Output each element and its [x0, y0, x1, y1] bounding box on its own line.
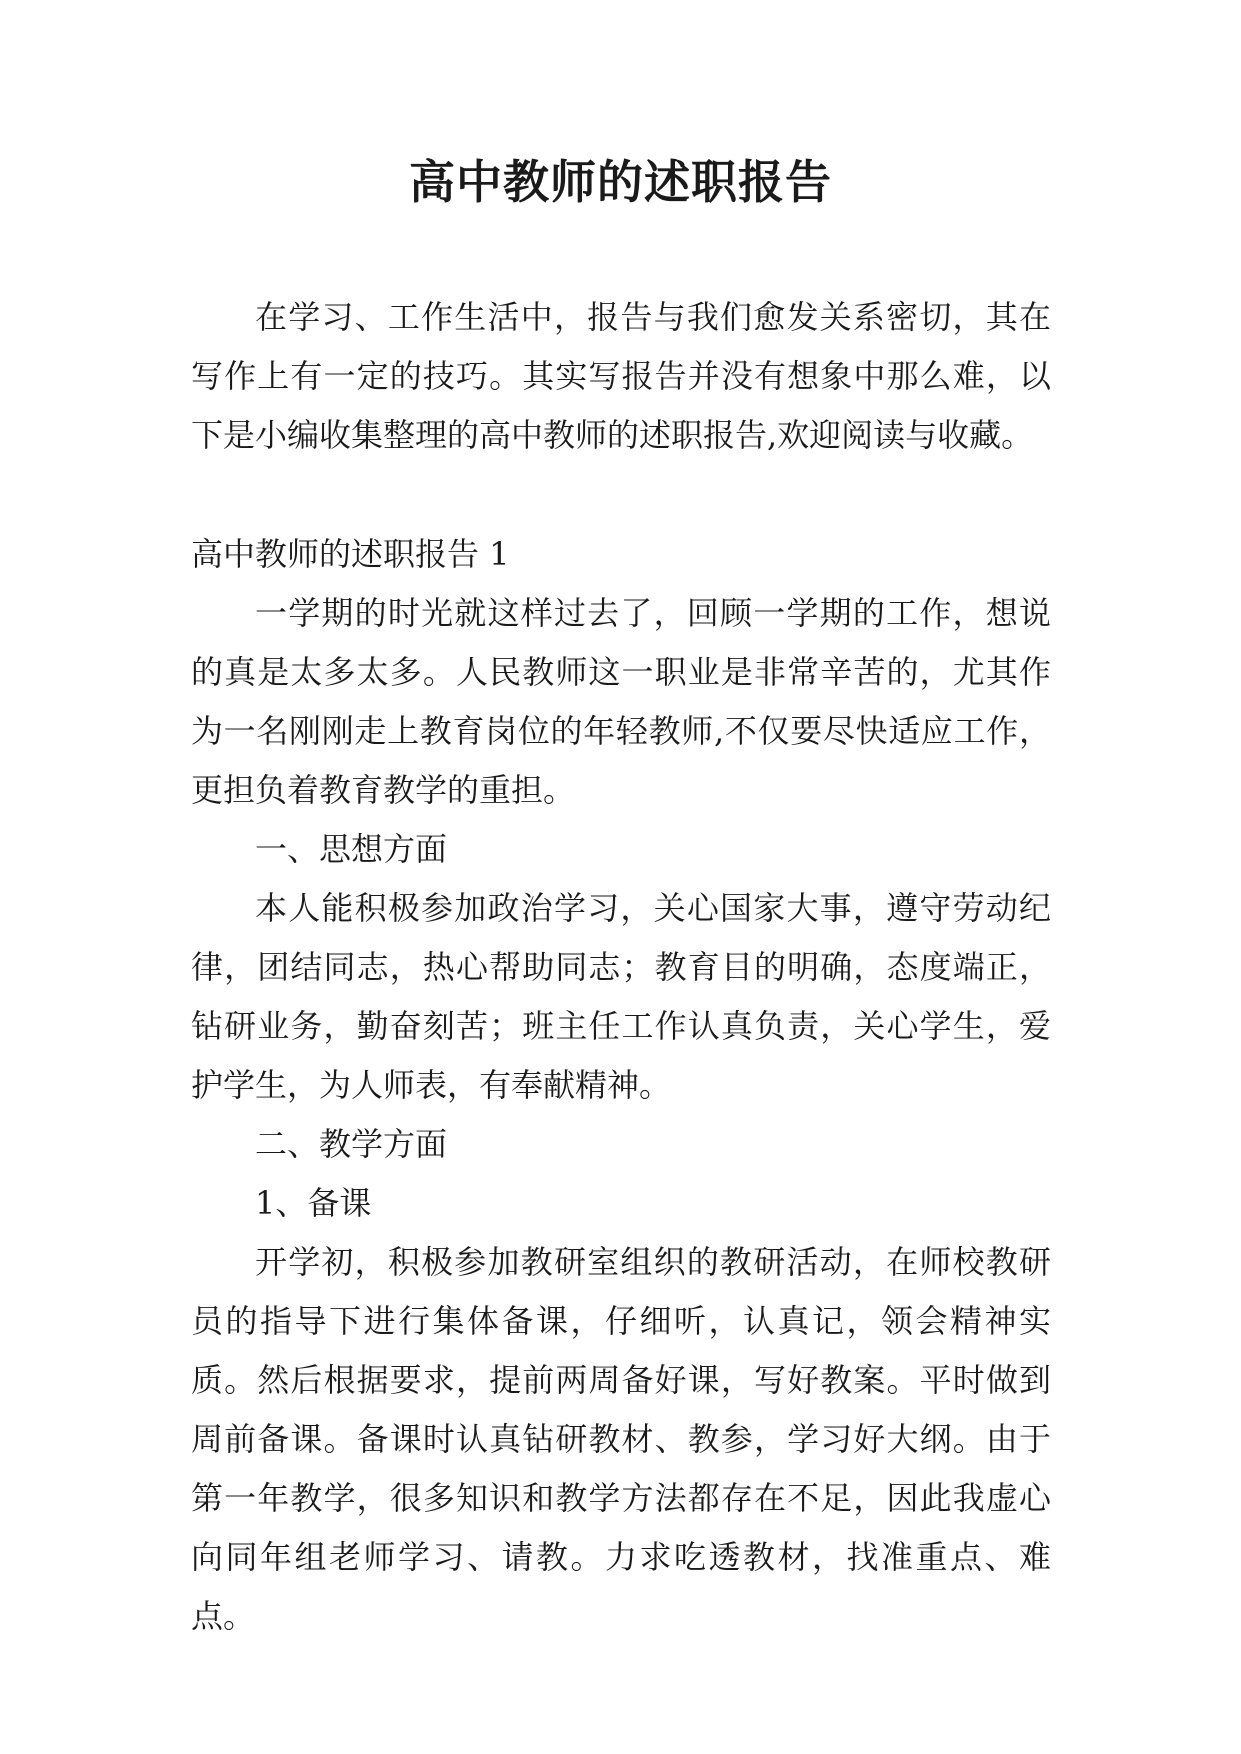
document-title: 高中教师的述职报告	[409, 155, 832, 209]
document-body	[191, 288, 1051, 1646]
paragraph-lesson-prep: 开学初，积极参加教研室组织的教研活动，在师校教研员的指导下进行集体备课，仔细听，认真记，领会精神实质。然后根据要求，提前两周备好课，写好教案。平时做到周前备课。备课时认真钻研教材、教参，学习好大纲。由于第一年教学，很多知识和教学方法都存在不足，因此我虚心向同年组老师学习、请教。力求吃透教材，找准重点、难点。	[191, 1243, 1051, 1635]
subheading-teaching: 二、教学方面	[255, 1125, 448, 1163]
subheading-thought: 一、思想方面	[255, 830, 448, 868]
section-heading: 高中教师的述职报告 1	[191, 535, 510, 573]
intro-paragraph: 在学习、工作生活中，报告与我们愈发关系密切，其在写作上有一定的技巧。其实写报告并没有想象中那么难，以下是小编收集整理的高中教师的述职报告,欢迎阅读与收藏。	[191, 298, 1051, 454]
paragraph-thought: 本人能积极参加政治学习，关心国家大事，遵守劳动纪律，团结同志，热心帮助同志；教育目的明确，态度端正，钻研业务，勤奋刻苦；班主任工作认真负责，关心学生，爱护学生，为人师表，有奉献精神。	[191, 889, 1051, 1104]
paragraph-opening: 一学期的时光就这样过去了，回顾一学期的工作，想说的真是太多太多。人民教师这一职业是非常辛苦的，尤其作为一名刚刚走上教育岗位的年轻教师,不仅要尽快适应工作，更担负着教育教学的重担。	[191, 594, 1051, 809]
subheading-lesson-prep: 1、备课	[255, 1184, 372, 1222]
